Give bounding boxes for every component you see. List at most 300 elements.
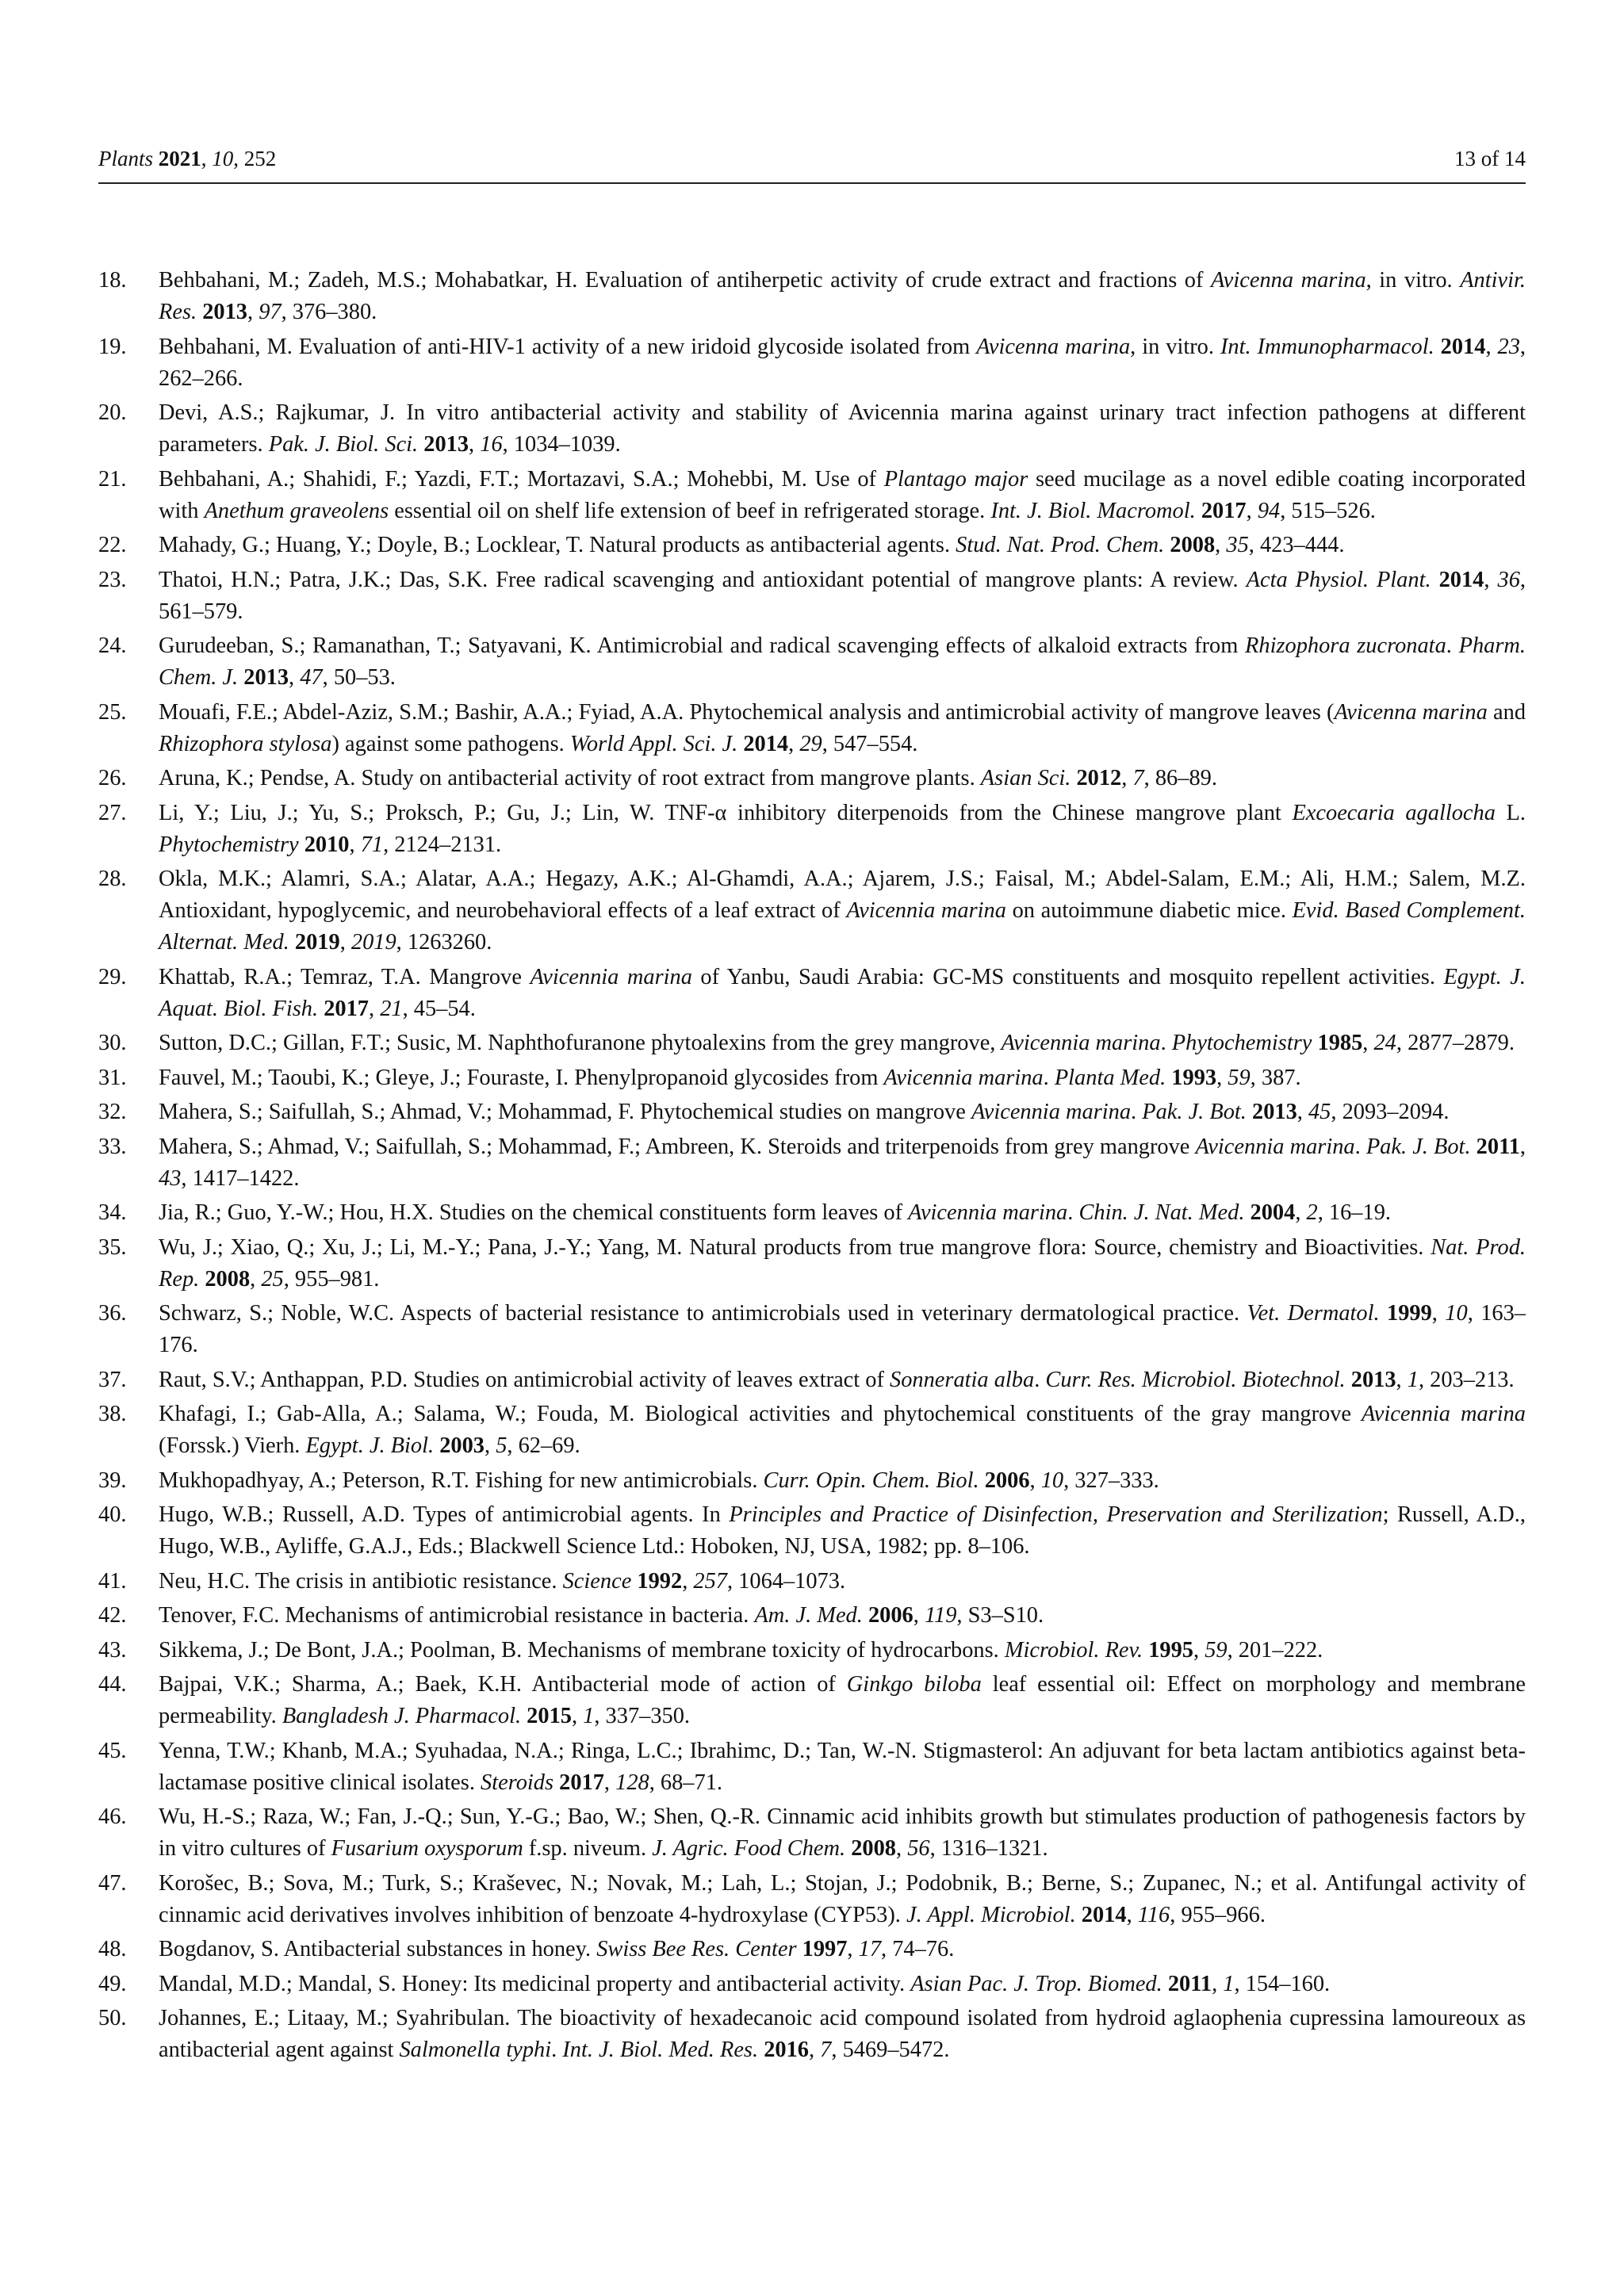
reference-text [159,867,1526,955]
reference-italic-text: 1 [1223,1971,1235,1996]
reference-text [159,2006,1526,2062]
reference-italic-text: Avicennia marina [1195,1134,1355,1159]
reference-italic-text: J. Appl. Microbiol. [906,1902,1076,1927]
reference-plain-text: Gurudeeban, S.; Ramanathan, T.; Satyavani, K. Antimicrobial and radical scavenging effects of alkaloid extracts from [159,633,1246,658]
reference-plain-text: , [339,930,351,955]
reference-plain-text: , 2124–2131. [383,832,502,857]
reference-plain-text: Sikkema, J.; De Bont, J.A.; Poolman, B. Mechanisms of membrane toxicity of hydrocarbons. [159,1637,1005,1663]
reference-number: 26. [98,766,127,790]
reference-year: 2013 [202,300,247,324]
reference-plain-text [1076,1903,1082,1927]
reference-italic-text: Steroids [481,1770,554,1795]
reference-item [98,397,1526,461]
reference-plain-text: , [1029,1468,1041,1493]
reference-italic-text: Avicennia marina [846,898,1006,923]
reference-plain-text: Mahady, G.; Huang, Y.; Doyle, B.; Locklear, T. Natural products as antibacterial agents. [159,533,956,557]
reference-plain-text [1471,1135,1477,1159]
reference-italic-text: J. Agric. Food Chem. [652,1836,846,1861]
reference-number: 31. [98,1065,127,1090]
reference-text [159,1031,1515,1055]
reference-italic-text: 1 [583,1704,595,1728]
reference-year: 2006 [984,1468,1030,1493]
reference-italic-text: 119 [924,1603,957,1628]
reference-italic-text: Evid. Based Complement. Alternat. Med. [159,898,1526,955]
reference-number: 38. [98,1402,127,1426]
reference-plain-text: . [1034,1367,1046,1392]
reference-plain-text: , [1519,1134,1526,1159]
reference-italic-text: Bangladesh J. Pharmacol. [282,1704,522,1728]
reference-year: 1992 [637,1568,683,1594]
reference-year: 2014 [1440,334,1486,359]
journal-volume: 10 [212,147,234,170]
reference-number: 43. [98,1637,127,1663]
reference-text [159,1301,1526,1357]
reference-plain-text: Mukhopadhyay, A.; Peterson, R.T. Fishing for new antimicrobials. [159,1468,764,1493]
reference-plain-text: seed mucilage as a novel edible coating incorporated with [159,466,1526,523]
reference-italic-text: Pak. J. Bot. [1142,1100,1247,1124]
reference-plain-text: , [1297,1100,1308,1124]
reference-item [98,1669,1526,1732]
reference-number: 22. [98,533,127,557]
reference-plain-text: Fauvel, M.; Taoubi, K.; Gleye, J.; Fouraste, I. Phenylpropanoid glycosides from [159,1065,884,1090]
reference-italic-text: Pak. J. Biol. Sci. [268,432,419,457]
reference-year: 2014 [1081,1902,1127,1927]
reference-text [159,1937,954,1961]
reference-year: 1993 [1171,1065,1217,1090]
reference-italic-text: 59 [1205,1637,1228,1663]
reference-italic-text: 17 [858,1937,882,1961]
reference-italic-text: Avicennia marina [1001,1031,1161,1055]
reference-italic-text: Rhizophora stylosa [159,731,332,756]
reference-item [98,331,1526,395]
reference-item [98,1027,1526,1059]
reference-number: 24. [98,633,127,658]
reference-item [98,1635,1526,1667]
reference-plain-text [1431,568,1439,592]
reference-plain-text: . [1446,633,1459,658]
reference-plain-text: , [603,1770,616,1795]
reference-plain-text: . [551,2038,563,2062]
reference-plain-text: , 201–222. [1227,1637,1323,1663]
reference-item [98,1969,1526,2000]
reference-plain-text: Johannes, E.; Litaay, M.; Syahribulan. The bioactivity of hexadecanoic acid compound isolated from hydroid aglaophenia cupressina lamoureoux as antibacterial agent against [159,2006,1526,2062]
reference-plain-text: , 2093–2094. [1331,1100,1450,1124]
reference-year: 2017 [324,996,369,1021]
reference-year: 2013 [243,665,289,690]
reference-italic-text: Salmonella typhi [399,2038,552,2062]
reference-plain-text: Okla, M.K.; Alamri, S.A.; Alatar, A.A.; Hegazy, A.K.; Al-Ghamdi, A.A.; Ajarem, J.S.; Faisal, M.; Abdel-Salam, E.M.; Ali, H.M.; Salem, M.Z. Antioxidant, hypoglycemic, and neurobehavioral effects of a leaf extract of [159,867,1526,923]
reference-plain-text [1162,1972,1168,1996]
reference-number: 27. [98,800,127,825]
reference-item [98,1062,1526,1094]
reference-plain-text: , 62–69. [507,1433,580,1458]
reference-italic-text: Avicenna marina [1211,268,1366,293]
reference-plain-text: , 45–54. [402,996,476,1021]
reference-item [98,1232,1526,1295]
reference-number: 50. [98,2006,127,2030]
reference-plain-text: , 955–966. [1170,1902,1266,1927]
reference-plain-text: Behbahani, A.; Shahidi, F.; Yazdi, F.T.; Mortazavi, S.A.; Mohebbi, M. Use of [159,466,884,492]
reference-plain-text: . [1131,1100,1143,1124]
reference-italic-text: Avicennia marina [530,964,692,989]
reference-plain-text: on autoimmune diabetic mice. [1005,898,1293,923]
reference-plain-text: (Forssk.) Vierh. [159,1433,306,1458]
reference-year: 2017 [1201,498,1247,523]
reference-plain-text: Khattab, R.A.; Temraz, T.A. Mangrove [159,964,530,989]
reference-italic-text: 16 [480,432,503,457]
reference-text [159,268,1526,324]
reference-italic-text: World Appl. Sci. J. [569,731,738,756]
reference-year: 2015 [527,1704,572,1728]
reference-item [98,1364,1526,1396]
reference-italic-text: Microbiol. Rev. [1004,1637,1143,1663]
reference-number: 42. [98,1603,127,1628]
reference-plain-text: , 1034–1039. [502,432,621,457]
reference-item [98,1131,1526,1195]
reference-plain-text: , [571,1704,584,1728]
reference-italic-text: 56 [907,1836,930,1861]
reference-plain-text [299,832,304,857]
reference-number: 47. [98,1870,127,1896]
reference-plain-text: , 376–380. [281,300,377,324]
reference-italic-text: Avicenna marina [1334,699,1488,725]
reference-plain-text: Bajpai, V.K.; Sharma, A.; Baek, K.H. Antibacterial mode of action of [159,1672,847,1697]
reference-number: 18. [98,268,127,293]
reference-year: 2004 [1250,1200,1296,1225]
reference-number: 25. [98,699,127,725]
reference-italic-text: Planta Med. [1054,1065,1166,1090]
reference-text [159,1871,1526,1927]
reference-plain-text: , 1316–1321. [929,1836,1048,1861]
reference-italic-text: Curr. Res. Microbiol. Biotechnol. [1045,1367,1346,1392]
reference-italic-text: 7 [1132,766,1144,790]
reference-italic-text: 21 [380,996,403,1021]
reference-item [98,1096,1526,1128]
reference-item [98,1934,1526,1965]
reference-italic-text: Excoecaria agallocha [1292,800,1496,825]
reference-text [159,1569,845,1594]
reference-item [98,265,1526,328]
reference-italic-text: 43 [159,1165,182,1191]
reference-italic-text: Egypt. J. Aquat. Biol. Fish. [159,964,1526,1021]
reference-item [98,564,1526,628]
reference-plain-text: , 203–213. [1418,1367,1515,1392]
reference-number: 40. [98,1502,127,1527]
reference-plain-text: ) against some pathogens. [331,731,570,756]
reference-plain-text: , [247,300,259,324]
reference-item [98,2003,1526,2066]
reference-plain-text: , [808,2038,821,2062]
reference-plain-text: , 2877–2879. [1396,1031,1515,1055]
reference-plain-text: , [289,665,301,690]
reference-italic-text: 29 [799,731,822,756]
reference-italic-text: 1 [1407,1367,1419,1392]
reference-number: 21. [98,466,127,492]
reference-item [98,1465,1526,1497]
journal-name: Plants [98,147,154,170]
reference-plain-text: , [1215,533,1227,557]
reference-text [159,1468,1159,1493]
reference-item [98,798,1526,861]
reference-plain-text: , 154–160. [1234,1971,1331,1996]
article-number: 252 [243,147,277,170]
reference-plain-text: Tenover, F.C. Mechanisms of antimicrobial resistance in bacteria. [159,1603,755,1628]
reference-plain-text: Khafagi, I.; Gab-Alla, A.; Salama, W.; Fouda, M. Biological activities and phytochemical constituents of the gray mangrove [159,1402,1362,1426]
reference-plain-text: , [896,1836,908,1861]
reference-plain-text: , [250,1266,262,1292]
reference-text [159,1672,1526,1728]
reference-number: 37. [98,1367,127,1392]
reference-italic-text: 128 [615,1770,649,1795]
reference-item [98,1298,1526,1361]
reference-number: 32. [98,1100,127,1124]
reference-year: 2008 [205,1266,251,1292]
reference-text [159,965,1526,1021]
reference-text [159,633,1526,690]
reference-plain-text: Schwarz, S.; Noble, W.C. Aspects of bacterial resistance to antimicrobials used in veterinary dermatological practice. [159,1301,1247,1326]
reference-italic-text: 71 [360,832,384,857]
reference-number: 41. [98,1568,127,1594]
reference-item [98,530,1526,561]
reference-plain-text: L. [1495,800,1526,825]
reference-italic-text: Sonneratia alba [890,1367,1035,1392]
reference-plain-text: , [682,1568,694,1594]
reference-number: 49. [98,1971,127,1996]
reference-italic-text: Rhizophora zucronata [1245,633,1446,658]
reference-italic-text: Plantago major [883,466,1028,492]
reference-number: 23. [98,567,127,592]
reference-italic-text: Asian Pac. J. Trop. Biomed. [910,1971,1162,1996]
reference-plain-text: Raut, S.V.; Anthappan, P.D. Studies on antimicrobial activity of leaves extract of [159,1367,891,1392]
reference-italic-text: Ginkgo biloba [846,1672,982,1697]
reference-text [159,1804,1526,1861]
reference-plain-text: , 387. [1250,1065,1301,1090]
reference-plain-text: Mahera, S.; Saifullah, S.; Ahmad, V.; Mohammad, F. Phytochemical studies on mangrove [159,1100,971,1124]
reference-text [159,1100,1449,1124]
reference-number: 29. [98,964,127,989]
reference-italic-text: 257 [693,1568,727,1594]
reference-plain-text: , 337–350. [594,1704,691,1728]
reference-number: 34. [98,1200,127,1225]
reference-text [159,1135,1526,1191]
reference-italic-text: Asian Sci. [980,766,1071,790]
reference-plain-text: , 955–981. [283,1266,380,1292]
reference-plain-text: Mouafi, F.E.; Abdel-Aziz, S.M.; Bashir, A.A.; Fyiad, A.A. Phytochemical analysis and antimicrobial activity of mangrove leaves ( [159,699,1335,725]
reference-italic-text: 45 [1308,1100,1331,1124]
reference-italic-text: Curr. Opin. Chem. Biol. [763,1468,979,1493]
reference-italic-text: Principles and Practice of Disinfection, Preservation and Sterilization [729,1502,1383,1527]
reference-plain-text: , [913,1603,925,1628]
reference-item [98,1868,1526,1931]
reference-italic-text: 10 [1040,1468,1064,1493]
reference-italic-text: 5 [496,1433,508,1458]
reference-plain-text [1434,335,1441,359]
reference-italic-text: Am. J. Med. [754,1603,863,1628]
reference-number: 20. [98,400,127,425]
reference-italic-text: Pharm. Chem. J. [159,633,1526,690]
reference-year: 2013 [1252,1100,1297,1124]
reference-plain-text: Behbahani, M.; Zadeh, M.S.; Mohabatkar, H. Evaluation of antiherpetic activity of crude extract and fractions of [159,268,1212,293]
reference-plain-text [1346,1368,1351,1392]
reference-year: 2014 [1438,567,1484,592]
reference-italic-text: 24 [1373,1031,1396,1055]
reference-text [159,1972,1330,1996]
reference-year: 2012 [1076,766,1122,790]
reference-plain-text: , 86–89. [1143,766,1217,790]
reference-text [159,533,1344,557]
reference-plain-text: Neu, H.C. The crisis in antibiotic resistance. [159,1568,563,1594]
reference-plain-text: Thatoi, H.N.; Patra, J.K.; Das, S.K. Free radical scavenging and antioxidant potential of mangrove plants: A review. [159,567,1247,592]
reference-italic-text: Acta Physiol. Plant. [1246,567,1431,592]
reference-italic-text: Avicennia marina [971,1100,1132,1124]
reference-plain-text: , 68–71. [649,1770,722,1795]
reference-plain-text: , [1485,334,1498,359]
reference-plain-text [1244,1200,1250,1225]
reference-item [98,464,1526,527]
reference-italic-text: Phytochemistry [159,832,299,857]
reference-plain-text: , [349,832,361,857]
reference-italic-text: 36 [1497,567,1520,592]
reference-plain-text: , [469,432,481,457]
reference-plain-text: , 561–579. [159,567,1526,624]
reference-italic-text: 23 [1497,334,1520,359]
reference-italic-text: 25 [261,1266,284,1292]
reference-plain-text: ; Russell, A.D., Hugo, W.B., Ayliffe, G.A.J., Eds.; Blackwell Science Ltd.: Hoboken, NJ, USA, 1982; pp. 8–106. [159,1502,1526,1559]
reference-plain-text: f.sp. niveum. [523,1836,653,1861]
reference-italic-text: Int. J. Biol. Macromol. [990,498,1196,523]
reference-list [98,265,1526,2069]
reference-italic-text: 2019 [350,930,396,955]
reference-italic-text: Fusarium oxysporum [331,1836,523,1861]
reference-italic-text: Swiss Bee Res. Center [596,1937,797,1961]
reference-plain-text: , 163–176. [159,1301,1526,1357]
reference-italic-text: 59 [1228,1065,1251,1090]
reference-number: 35. [98,1234,127,1260]
reference-plain-text [1380,1301,1387,1326]
reference-year: 1985 [1317,1031,1363,1055]
reference-year: 2008 [851,1836,896,1861]
reference-text [159,1402,1526,1458]
reference-plain-text: , 50–53. [322,665,396,690]
reference-year: 2011 [1476,1134,1520,1159]
reference-plain-text: Wu, H.-S.; Raza, W.; Fan, J.-Q.; Sun, Y.-G.; Bao, W.; Shen, Q.-R. Cinnamic acid inhibits growth but stimulates production of pathogenesis factors by in vitro cultures of [159,1804,1526,1861]
reference-number: 33. [98,1134,127,1159]
reference-plain-text: , 327–333. [1063,1468,1159,1493]
reference-plain-text: , 1064–1073. [726,1568,846,1594]
reference-item [98,1197,1526,1229]
reference-number: 48. [98,1937,127,1961]
reference-plain-text: , [788,731,800,756]
reference-plain-text [797,1937,802,1961]
reference-plain-text: , 1417–1422. [181,1165,300,1191]
reference-text [159,400,1526,457]
reference-item [98,763,1526,794]
reference-year: 2016 [764,2038,809,2062]
page-header [98,143,1526,174]
reference-year: 2006 [868,1603,914,1628]
reference-year: 2019 [294,930,340,955]
reference-italic-text: Stud. Nat. Prod. Chem. [956,533,1165,557]
reference-number: 36. [98,1301,127,1326]
reference-plain-text: , [368,996,381,1021]
reference-plain-text: , 16–19. [1317,1200,1391,1225]
reference-plain-text: , [1246,498,1258,523]
reference-plain-text: , [1121,766,1133,790]
reference-italic-text: 94 [1257,498,1281,523]
reference-plain-text: , [1431,1301,1446,1326]
reference-year: 2013 [423,432,469,457]
reference-plain-text: , 547–554. [822,731,918,756]
reference-plain-text: leaf essential oil: Effect on morphology and membrane permeability. [159,1672,1526,1728]
reference-item [98,1399,1526,1462]
reference-italic-text: Antivir. Res. [159,268,1526,324]
page-number: 13 of 14 [1454,147,1526,170]
reference-number: 28. [98,867,127,891]
journal-year: 2021 [158,147,201,170]
reference-plain-text: , 1263260. [396,930,492,955]
reference-italic-text: 47 [300,665,323,690]
reference-plain-text: Mandal, M.D.; Mandal, S. Honey: Its medicinal property and antibacterial activity. [159,1971,911,1996]
reference-item [98,1735,1526,1799]
reference-plain-text: Wu, J.; Xiao, Q.; Xu, J.; Li, M.-Y.; Pana, J.-Y.; Yang, M. Natural products from true mangrove flora: Source, chemistry and Bioactivities. [159,1234,1431,1260]
reference-year: 1999 [1387,1301,1432,1326]
reference-italic-text: 116 [1137,1902,1170,1927]
reference-plain-text: Li, Y.; Liu, J.; Yu, S.; Proksch, P.; Gu, J.; Lin, W. TNF-α inhibitory diterpenoids from the Chinese mangrove plant [159,800,1293,825]
reference-text [159,801,1526,857]
reference-text [159,700,1526,756]
reference-text [159,1739,1526,1795]
reference-plain-text: , S3–S10. [956,1603,1044,1628]
reference-plain-text [863,1603,868,1628]
reference-plain-text: , [1126,1902,1138,1927]
header-rule [98,182,1526,184]
reference-year: 2014 [743,731,789,756]
reference-number: 45. [98,1738,127,1763]
reference-italic-text: 7 [820,2038,832,2062]
reference-year: 2008 [1170,533,1216,557]
reference-item [98,630,1526,694]
reference-text [159,766,1217,790]
reference-italic-text: Avicenna marina [976,334,1131,359]
reference-plain-text: Behbahani, M. Evaluation of anti-HIV-1 activity of a new iridoid glycoside isolated from [159,334,977,359]
reference-italic-text: Science [562,1568,632,1594]
reference-number: 44. [98,1672,127,1697]
reference-number: 19. [98,334,127,359]
reference-italic-text: Phytochemistry [1171,1031,1312,1055]
reference-plain-text: Jia, R.; Guo, Y.-W.; Hou, H.X. Studies on the chemical constituents form leaves of [159,1200,909,1225]
reference-text [159,1638,1323,1663]
reference-year: 2017 [559,1770,604,1795]
reference-plain-text: , [1212,1971,1224,1996]
reference-plain-text: Aruna, K.; Pendse, A. Study on antibacterial activity of root extract from mangrove plants. [159,766,981,790]
reference-text [159,1066,1301,1090]
reference-plain-text: , [1216,1065,1228,1090]
running-citation: Plants 2021, 10, 252 [98,147,277,170]
reference-plain-text: and [1487,699,1526,725]
reference-item [98,697,1526,760]
reference-plain-text: , 262–266. [159,334,1526,391]
reference-plain-text: essential oil on shelf life extension of beef in refrigerated storage. [389,498,991,523]
reference-plain-text [1196,499,1201,523]
reference-italic-text: 35 [1226,533,1249,557]
reference-plain-text [1247,1100,1252,1124]
reference-item [98,1600,1526,1632]
reference-plain-text [979,1468,985,1493]
reference-year: 1997 [802,1937,848,1961]
reference-italic-text: 10 [1445,1301,1468,1326]
reference-italic-text: Chin. J. Nat. Med. [1078,1200,1245,1225]
reference-italic-text: Int. Immunopharmacol. [1220,334,1434,359]
